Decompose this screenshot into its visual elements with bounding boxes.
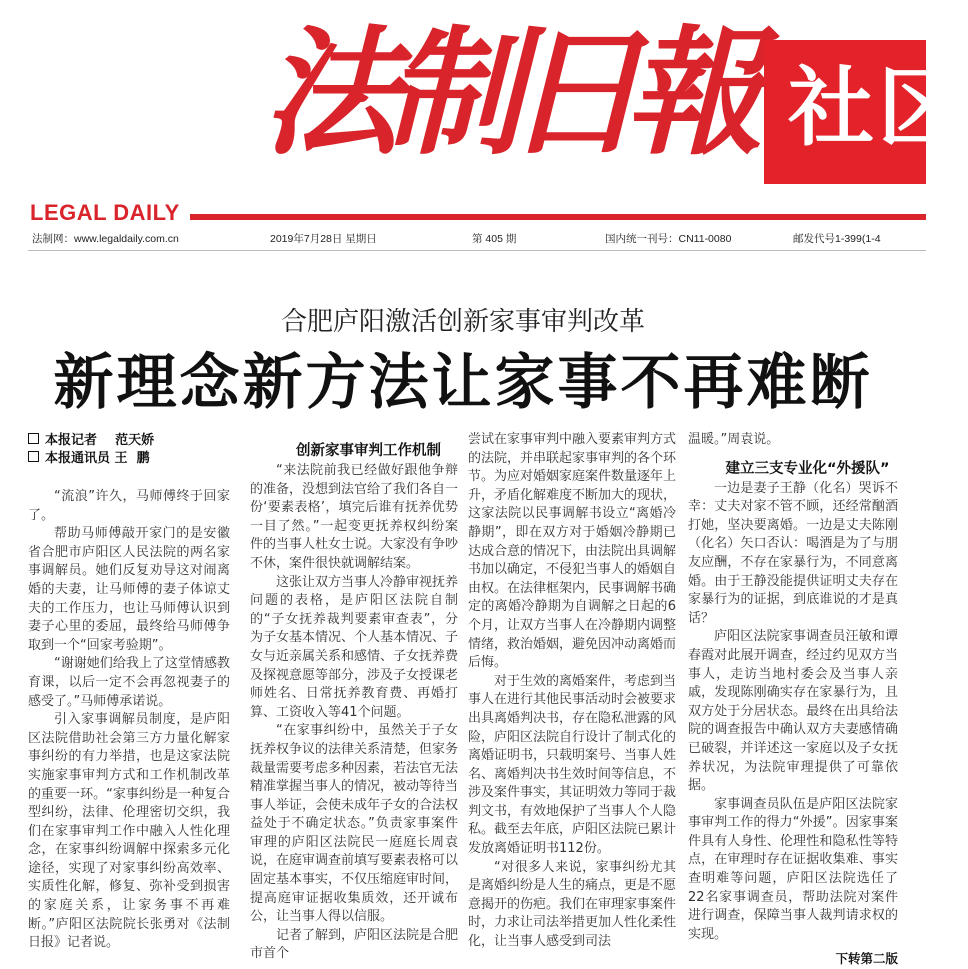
- paragraph: “来法院前我已经做好跟他争辩的准备，没想到法官给了我们各自一份‘要素表格’，填完后谁有抚养优势一目了然。”一起变更抚养权纠纷案件的当事人杜女士说。大家没有争吵不休，案件很快就调解结案。: [250, 463, 459, 571]
- column-3: [468, 431, 676, 952]
- paragraph: 对于生效的离婚案件，考虑到当事人在进行其他民事活动时会被要求出具离婚判决书，存在隐私泄露的风险，庐阳区法院自行设计了制式化的离婚证明书，只载明案号、当事人姓名、离婚判决书生效时间等信息，不涉及案件事实，其证明效力等同于裁判文书，有效地保护了当事人个人隐私。截至去年底，庐阳区法院已累计发放离婚证明书112份。: [468, 673, 677, 857]
- postal-code: 邮发代号1-399(1-4: [793, 233, 881, 245]
- english-name: LEGAL DAILY: [30, 200, 180, 225]
- paragraph: “在家事纠纷中，虽然关于子女抚养权争议的法律关系清楚，但家务裁量需要考虑多种因素，若法官无法精准掌握当事人的情况，被动等待当事人举证，会使未成年子女的合法权益处于不确定状态。”负责家事案件审理的庐阳区法院民一庭庭长周袁说，在庭审调查前填写要素表格可以固定基本事实，不仅压缩庭审时间，提高庭审证据收集质效，还开诚布公，让当事人得以信服。: [250, 723, 459, 925]
- masthead-char: 報: [625, 11, 764, 174]
- paragraph: “对很多人来说，家事纠纷尤其是离婚纠纷是人生的痛点，更是不愿意揭开的伤疤。我们在审理家事案件时，力求让司法举措更加人性化柔性化，让当事人感受到司法: [468, 859, 677, 950]
- masthead-char: 日: [505, 11, 644, 174]
- column-4: [688, 431, 898, 969]
- issue-number: 第 405 期: [472, 233, 517, 245]
- paragraph: 温暖。”周袁说。: [688, 432, 780, 447]
- square-icon: [28, 433, 39, 444]
- paragraph: “流浪”许久，马师傅终于回家了。: [28, 489, 230, 523]
- paragraph: 尝试在家事审判中融入要素审判方式的法院，并串联起家事审判的各个环节。为应对婚姻家庭案件数量逐年上升，矛盾化解难度不断加大的现状，这家法院以民事调解书设立“离婚冷静期”，即在双方对于婚姻冷静期已达成合意的情况下，由法院出具调解书加以确定，不侵犯当事人的婚姻自由权。在法律框架内，民事调解书确定的离婚冷静期为自调解之日起的6个月，让双方当事人在冷静期内调整情绪，救治婚姻，避免因冲动离婚而后悔。: [468, 432, 677, 671]
- paragraph: 庐阳区法院家事调查员汪敏和谭春霞对此展开调查，经过约见双方当事人，走访当地村委会及当事人亲戚，发现陈刚确实存在家暴行为，且双方处于分居状态。最终在出具给法院的调查报告中确认双方夫妻感情确已破裂，并详述这一家庭以及子女抚养状况，为法院审理提供了可靠依据。: [688, 629, 898, 794]
- section-badge-text: 社区: [788, 57, 968, 158]
- column-1: [28, 432, 230, 953]
- section-badge: [764, 40, 968, 184]
- divider: [28, 250, 926, 251]
- continued-on-page-2[interactable]: 下转第二版: [835, 951, 898, 967]
- paragraph: 家事调查员队伍是庐阳区法院家事审判工作的得力“外援”。因家事案件具有人身性、伦理性和隐私性等特点，在审理时存在证据收集难、事实查明难等问题，庐阳区法院选任了22名家事调查员，帮助法院对案件进行调查，保障当事人裁判请求权的实现。: [688, 796, 898, 942]
- byline-text: 本报记者 范天娇: [45, 433, 155, 448]
- paragraph: 记者了解到，庐阳区法院是合肥市首个: [250, 927, 459, 962]
- column-2: [250, 440, 458, 964]
- masthead-char: 法: [262, 11, 401, 174]
- date: 2019年7月28日 星期日: [270, 233, 377, 245]
- article-subtitle: 合肥庐阳激活创新家事审判改革: [280, 307, 645, 337]
- website: 法制网：www.legaldaily.com.cn: [32, 233, 179, 245]
- paragraph: 帮助马师傅敲开家门的是安徽省合肥市庐阳区人民法院的两名家事调解员。她们反复劝导这对闹离婚的夫妻，让马师傅的妻子体谅丈夫的工作压力，也让马师傅认识到妻子心里的委屈，最终给马师傅争取到一个“回家考验期”。: [28, 526, 230, 653]
- masthead-char: 制: [385, 11, 524, 174]
- paragraph: 一边是妻子王静（化名）哭诉不幸：丈夫对家不管不顾，还经常酗酒打她，坚决要离婚。一边是丈夫陈刚（化名）矢口否认：喝酒是为了与朋友应酬，不存在家暴行为，不同意离婚。由于王静没能提供证明丈夫存在家暴行为的证据，到底谁说的才是真话？: [688, 480, 898, 626]
- section-heading: 建立三支专业化“外援队”: [725, 460, 890, 477]
- byline: [28, 432, 230, 450]
- section-heading: 创新家事审判工作机制: [296, 443, 441, 459]
- cn-number: 国内统一刊号：CN11-0080: [605, 233, 732, 245]
- bylines: [28, 432, 230, 468]
- byline: [28, 450, 230, 468]
- square-icon: [28, 451, 39, 462]
- divider: [190, 214, 926, 220]
- paragraph: 这张让双方当事人冷静审视抚养问题的表格，是庐阳区法院自制的“子女抚养裁判要素审查表”，分为子女基本情况、个人基本情况、子女与近亲属关系和感情、子女抚养费及探视意愿等部分，涉及子女授课老师姓名、日常抚养教育费、再婚打算、工资收入等41个问题。: [250, 574, 459, 720]
- paragraph: “谢谢她们给我上了这堂情感教育课，以后一定不会再忽视妻子的感受了。”马师傅承诺说。: [28, 656, 230, 709]
- article-headline: 新理念新方法让家事不再难断: [53, 348, 873, 418]
- byline-text: 本报通讯员 王 鹏: [45, 451, 150, 466]
- paragraph: 引入家事调解员制度，是庐阳区法院借助社会第三方力量化解家事纠纷的有力举措，也是这家法院实施家事审判方式和工作机制改革的重要一环。“家事纠纷是一种复合型纠纷，法律、伦理密切交织，我们在家事审判工作中融入人性化理念，在家事纠纷调解中探索多元化途径，实现了对家事纠纷高效率、实质性化解，修复、弥补受到损害的家庭关系，让家务事不再难断。”庐阳区法院院长张勇对《法制日报》记者说。: [28, 712, 230, 951]
